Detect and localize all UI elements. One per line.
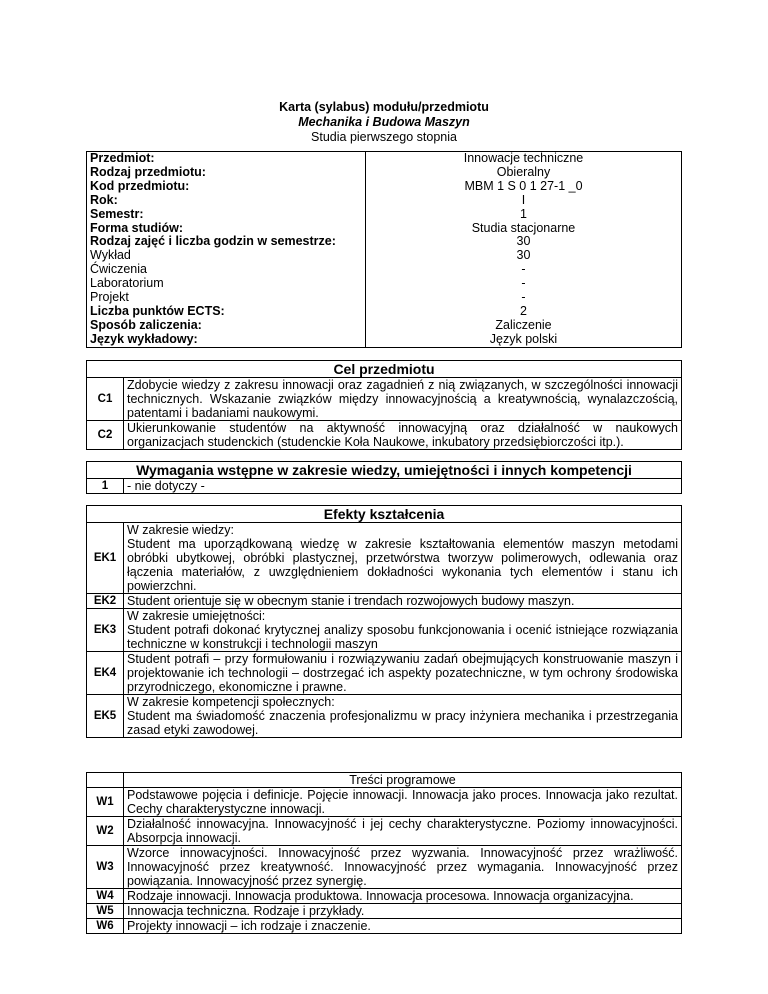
outcome-row: [87, 523, 682, 594]
outcome-cell: [124, 523, 682, 594]
info-label: Laboratorium: [90, 276, 164, 291]
info-label: Projekt: [90, 290, 129, 305]
prerequisite-text: - nie dotyczy -: [124, 479, 682, 494]
outcome-code: EK5: [87, 695, 124, 738]
info-value: 1: [520, 206, 527, 221]
content-code: W5: [87, 904, 124, 919]
outcome-code: EK2: [87, 594, 124, 609]
goals-title: Cel przedmiotu: [87, 361, 682, 378]
outcome-row: [87, 652, 682, 695]
info-label: Semestr:: [90, 206, 144, 221]
info-label: Rok:: [90, 192, 118, 207]
info-value: 2: [520, 303, 527, 318]
course-info-table: [86, 151, 682, 348]
info-value: 30: [516, 248, 531, 263]
content-row: [87, 904, 682, 919]
info-value: I: [521, 192, 526, 207]
info-value: Innowacje techniczne: [463, 151, 584, 165]
content-code: W4: [87, 889, 124, 904]
outcome-code: EK4: [87, 652, 124, 695]
info-value: Język polski: [489, 331, 558, 346]
info-labels: [87, 152, 366, 348]
goal-row: [87, 378, 682, 421]
prerequisite-row: [87, 479, 682, 494]
info-value: -: [521, 276, 526, 291]
outcome-text: Student orientuje się w obecnym stanie i trendach rozwojowych budowy maszyn.: [124, 594, 682, 609]
info-value: Obieralny: [496, 164, 551, 179]
document-header: [0, 100, 768, 145]
info-label: Przedmiot:: [90, 151, 155, 165]
content-row: [87, 846, 682, 889]
info-values: [366, 152, 682, 348]
skills-label: W zakresie umiejętności:: [127, 609, 266, 623]
prerequisite-code: 1: [87, 479, 124, 494]
content-text: Wzorce innowacyjności. Innowacyjność przez wyzwania. Innowacyjność przez wrażliwość. Innowacyjność przez kreatywność. Innowacyjność przez wymagania. Innowacyjność przez powiązania. Innowacyjność przez synergię.: [124, 846, 682, 889]
corner-cell: [87, 773, 124, 788]
outcome-text: Student ma świadomość znaczenia profesjonalizmu w pracy inżyniera mechanika i przestrzegania zasad etyki zawodowej.: [127, 709, 678, 737]
goal-text: Zdobycie wiedzy z zakresu innowacji oraz zagadnień z nią związanych, w szczególności innowacji technicznych. Wskazanie związków między innowacyjnością a kreatywnością, wynalazczością, patentami i badaniami naukowymi.: [124, 378, 682, 421]
content-text: Podstawowe pojęcia i definicje. Pojęcie innowacji. Innowacja jako proces. Innowacja jako rezultat. Cechy charakterystyczne innowacji.: [124, 788, 682, 817]
content-code: W6: [87, 919, 124, 934]
study-level: Studia pierwszego stopnia: [311, 130, 457, 144]
outcome-text: Student potrafi dokonać krytycznej analizy sposobu funkcjonowania i ocenić istniejące rozwiązania techniczne w konstrukcji i technologii maszyn: [127, 623, 678, 651]
outcome-code: EK3: [87, 609, 124, 652]
info-label: Kod przedmiotu:: [90, 178, 190, 193]
goal-code: C1: [87, 378, 124, 421]
subject-name: Mechanika i Budowa Maszyn: [298, 115, 470, 129]
outcomes-title: Efekty kształcenia: [87, 506, 682, 523]
info-label: Ćwiczenia: [90, 262, 147, 277]
outcome-row: [87, 695, 682, 738]
outcome-row: [87, 594, 682, 609]
info-value: Zaliczenie: [495, 317, 552, 332]
outcome-text: Student potrafi – przy formułowaniu i rozwiązywaniu zadań obejmujących konstruowanie maszyn i projektowanie ich technologii – dostrzegać ich aspekty pozatechniczne, w tym ochrony środowiska przyrodniczego, ekonomiczne i prawne.: [124, 652, 682, 695]
content-text: Projekty innowacji – ich rodzaje i znaczenie.: [124, 919, 682, 934]
info-label: Rodzaj zajęć i liczba godzin w semestrze:: [90, 234, 336, 249]
learning-outcomes-table: [86, 505, 682, 738]
info-label: Wykład: [90, 248, 131, 263]
prerequisites-title: Wymagania wstępne w zakresie wiedzy, umiejętności i innych kompetencji: [87, 462, 682, 479]
content-text: Rodzaje innowacji. Innowacja produktowa. Innowacja procesowa. Innowacja organizacyjna.: [124, 889, 682, 904]
goal-code: C2: [87, 421, 124, 450]
content-code: W2: [87, 817, 124, 846]
info-value: -: [521, 262, 526, 277]
prerequisites-table: [86, 461, 682, 494]
outcome-cell: [124, 609, 682, 652]
program-content-table: [86, 772, 682, 934]
outcome-text: Student ma uporządkowaną wiedzę w zakresie kształtowania elementów maszyn metodami obróbki ubytkowej, obróbki plastycznej, przetwórstwa tworzyw polimerowych, odlewania oraz łączenia materiałów, z uwzględnieniem dokładności wykonania tych elementów i stanu ich powierzchni.: [127, 537, 678, 593]
document-title: Karta (sylabus) modułu/przedmiotu: [279, 100, 489, 114]
outcome-row: [87, 609, 682, 652]
content-text: Innowacja techniczna. Rodzaje i przykłady.: [124, 904, 682, 919]
info-label: Forma studiów:: [90, 220, 184, 235]
content-code: W3: [87, 846, 124, 889]
social-competences-label: W zakresie kompetencji społecznych:: [127, 695, 335, 709]
info-label: Sposób zaliczenia:: [90, 317, 202, 332]
goal-row: [87, 421, 682, 450]
content-row: [87, 788, 682, 817]
content-code: W1: [87, 788, 124, 817]
info-value: 30: [516, 234, 531, 249]
content-row: [87, 889, 682, 904]
content-row: [87, 919, 682, 934]
info-label: Rodzaj przedmiotu:: [90, 164, 206, 179]
course-goals-table: [86, 360, 682, 450]
info-label: Liczba punktów ECTS:: [90, 303, 225, 318]
content-title: Treści programowe: [124, 773, 682, 788]
info-value: MBM 1 S 0 1 27-1 _0: [464, 178, 583, 193]
content-row: [87, 817, 682, 846]
knowledge-label: W zakresie wiedzy:: [127, 523, 234, 537]
content-text: Działalność innowacyjna. Innowacyjność i jej cechy charakterystyczne. Poziomy innowacyjności. Absorpcja innowacji.: [124, 817, 682, 846]
outcome-code: EK1: [87, 523, 124, 594]
goal-text: Ukierunkowanie studentów na aktywność innowacyjną oraz działalność w naukowych organizacjach studenckich (studenckie Koła Naukowe, inkubatory przedsiębiorczości itp.).: [124, 421, 682, 450]
info-label: Język wykładowy:: [90, 331, 198, 346]
info-value: -: [521, 290, 526, 305]
info-value: Studia stacjonarne: [471, 220, 576, 235]
outcome-cell: [124, 695, 682, 738]
